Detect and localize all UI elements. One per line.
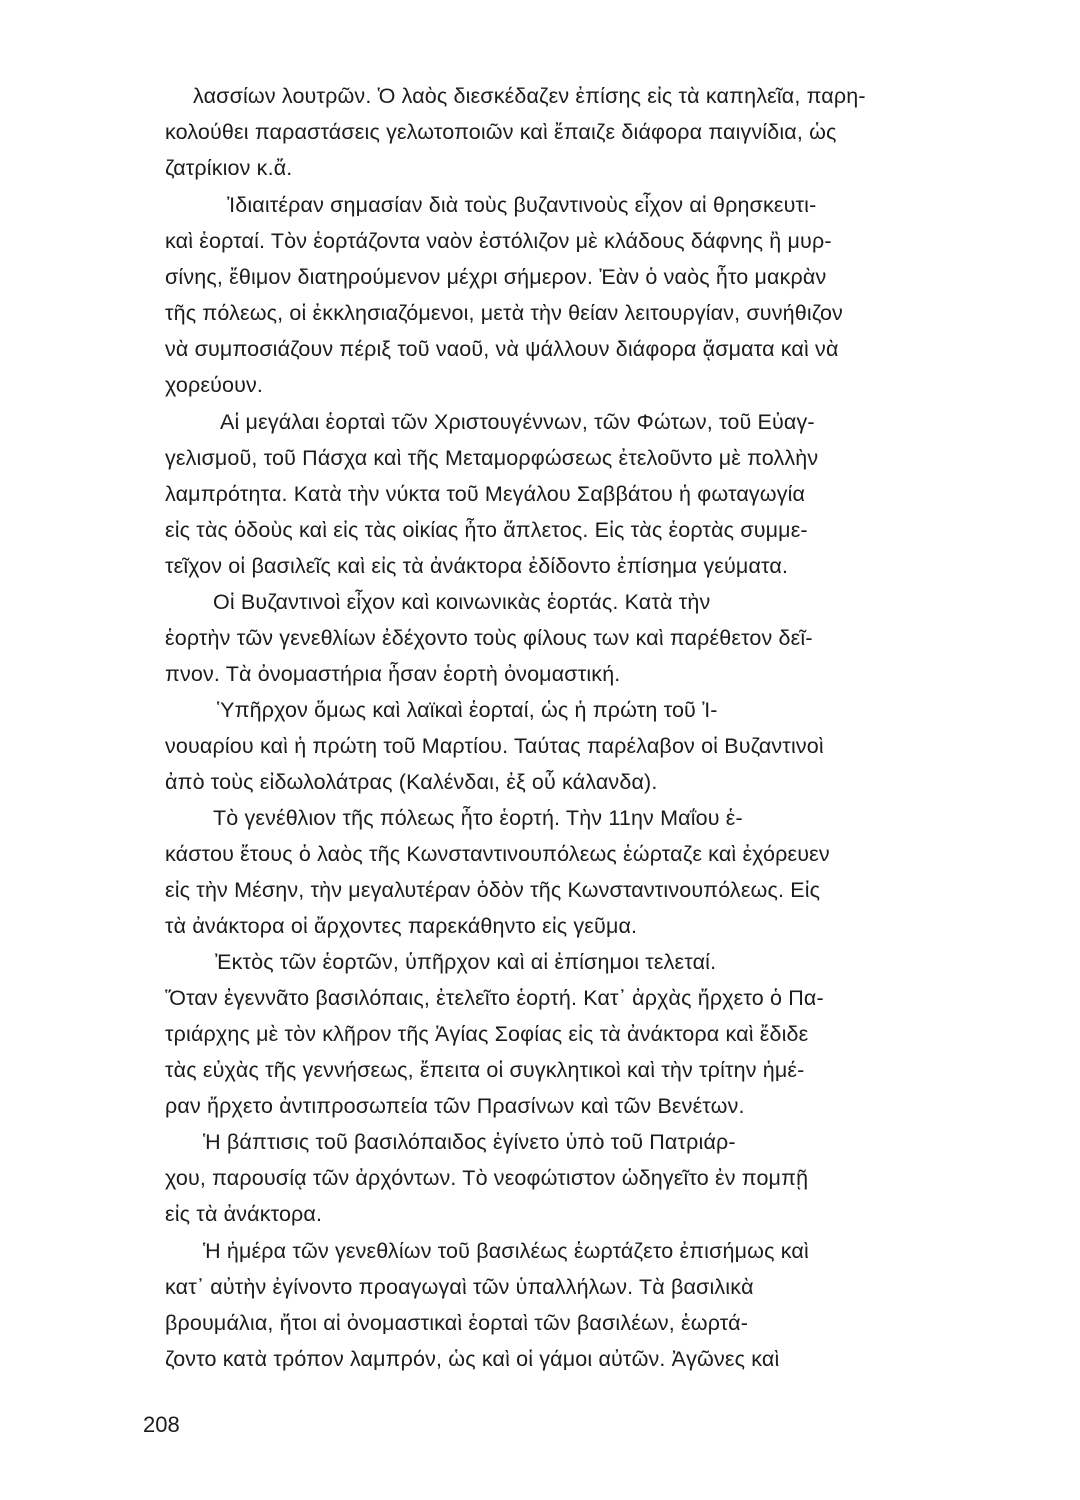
text-line-8: νὰ συμποσιάζουν πέριξ τοῦ ναοῦ, νὰ ψάλλουν διάφορα ᾄσματα καὶ νὰ [165, 337, 839, 361]
text-line-22: κάστου ἔτους ὁ λαὸς τῆς Κωνσταντινουπόλεως ἑώρταζε καὶ ἐχόρευεν [165, 842, 830, 866]
text-line-15: Οἱ Βυζαντινοὶ εἶχον καὶ κοινωνικὰς ἑορτάς. Κατὰ τὴν [213, 590, 711, 614]
text-line-18: Ὑπῆρχον ὅμως καὶ λαϊκαὶ ἑορταί, ὡς ἡ πρώτη τοῦ Ἰ- [217, 698, 718, 722]
text-line-35: βρουμάλια, ἤτοι αἱ ὀνομαστικαὶ ἑορταὶ τῶν βασιλέων, ἑωρτά- [165, 1311, 749, 1335]
page-number: 208 [143, 1412, 180, 1437]
text-line-2: κολούθει παραστάσεις γελωτοποιῶν καὶ ἔπαιζε διάφορα παιγνίδια, ὡς [165, 120, 837, 144]
text-line-13: εἰς τὰς ὁδοὺς καὶ εἰς τὰς οἰκίας ἦτο ἄπλετος. Εἰς τὰς ἑορτὰς συμμε- [165, 518, 808, 542]
text-line-28: τὰς εὐχὰς τῆς γεννήσεως, ἔπειτα οἱ συγκλητικοὶ καὶ τὴν τρίτην ἡμέ- [165, 1058, 805, 1082]
text-line-33: Ἡ ἡμέρα τῶν γενεθλίων τοῦ βασιλέως ἑωρτάζετο ἐπισήμως καὶ [203, 1239, 809, 1263]
text-line-4: Ἰδιαιτέραν σημασίαν διὰ τοὺς βυζαντινοὺς εἶχον αἱ θρησκευτι- [227, 193, 817, 217]
text-line-36: ζοντο κατὰ τρόπον λαμπρόν, ὡς καὶ οἱ γάμοι αὐτῶν. Ἀγῶνες καὶ [165, 1347, 780, 1371]
text-line-25: Ἐκτὸς τῶν ἑορτῶν, ὑπῆρχον καὶ αἱ ἐπίσημοι τελεταί. [215, 950, 717, 974]
text-line-1: λασσίων λουτρῶν. Ὁ λαὸς διεσκέδαζεν ἐπίσης εἰς τὰ καπηλεῖα, παρη- [193, 84, 866, 108]
text-line-21: Τὸ γενέθλιον τῆς πόλεως ἦτο ἑορτή. Τὴν 11ην Μαΐου ἑ- [213, 806, 743, 830]
text-line-17: πνον. Τὰ ὀνομαστήρια ἦσαν ἑορτὴ ὀνομαστική. [165, 662, 621, 686]
text-line-24: τὰ ἀνάκτορα οἱ ἄρχοντες παρεκάθηντο εἰς γεῦμα. [165, 914, 638, 938]
text-line-7: τῆς πόλεως, οἱ ἐκκλησιαζόμενοι, μετὰ τὴν θείαν λειτουργίαν, συνήθιζον [165, 301, 843, 325]
text-line-3: ζατρίκιον κ.ἄ. [165, 156, 293, 180]
text-line-26: Ὅταν ἐγεννᾶτο βασιλόπαις, ἐτελεῖτο ἑορτή. Κατ᾿ ἀρχὰς ἤρχετο ὁ Πα- [165, 986, 824, 1010]
text-line-5: καὶ ἑορταί. Τὸν ἑορτάζοντα ναὸν ἐστόλιζον μὲ κλάδους δάφνης ἢ μυρ- [165, 229, 832, 253]
text-line-23: εἰς τὴν Μέσην, τὴν μεγαλυτέραν ὁδὸν τῆς Κωνσταντινουπόλεως. Εἰς [165, 878, 821, 902]
text-line-29: ραν ἤρχετο ἀντιπροσωπεία τῶν Πρασίνων καὶ τῶν Βενέτων. [165, 1094, 745, 1118]
text-line-6: σίνης, ἔθιμον διατηρούμενον μέχρι σήμερον. Ἐὰν ὁ ναὸς ἦτο μακρὰν [165, 265, 827, 289]
body-text [165, 78, 1035, 1377]
text-line-10: Αἱ μεγάλαι ἑορταὶ τῶν Χριστουγέννων, τῶν Φώτων, τοῦ Εὐαγ- [220, 410, 815, 434]
text-line-12: λαμπρότητα. Κατὰ τὴν νύκτα τοῦ Μεγάλου Σαββάτου ἡ φωταγωγία [165, 482, 806, 506]
text-line-20: ἀπὸ τοὺς εἰδωλολάτρας (Καλένδαι, ἐξ οὗ κάλανδα). [165, 770, 658, 794]
text-line-31: χου, παρουσίᾳ τῶν ἀρχόντων. Τὸ νεοφώτιστον ὡδηγεῖτο ἐν πομπῇ [165, 1166, 809, 1190]
text-line-27: τριάρχης μὲ τὸν κλῆρον τῆς Ἁγίας Σοφίας εἰς τὰ ἀνάκτορα καὶ ἔδιδε [165, 1022, 809, 1046]
text-line-14: τεῖχον οἱ βασιλεῖς καὶ εἰς τὰ ἀνάκτορα ἐδίδοντο ἐπίσημα γεύματα. [165, 554, 789, 578]
text-line-32: εἰς τὰ ἀνάκτορα. [165, 1202, 323, 1226]
text-line-9: χορεύουν. [165, 373, 264, 397]
text-line-19: νουαρίου καὶ ἡ πρώτη τοῦ Μαρτίου. Ταύτας παρέλαβον οἱ Βυζαντινοὶ [165, 734, 824, 758]
text-line-16: ἑορτὴν τῶν γενεθλίων ἐδέχοντο τοὺς φίλους των καὶ παρέθετον δεῖ- [165, 626, 813, 650]
text-line-30: Ἡ βάπτισις τοῦ βασιλόπαιδος ἐγίνετο ὑπὸ τοῦ Πατριάρ- [203, 1130, 736, 1154]
text-line-34: κατ᾿ αὐτὴν ἐγίνοντο προαγωγαὶ τῶν ὑπαλλήλων. Τὰ βασιλικὰ [165, 1275, 754, 1299]
text-line-11: γελισμοῦ, τοῦ Πάσχα καὶ τῆς Μεταμορφώσεως ἐτελοῦντο μὲ πολλὴν [165, 446, 819, 470]
